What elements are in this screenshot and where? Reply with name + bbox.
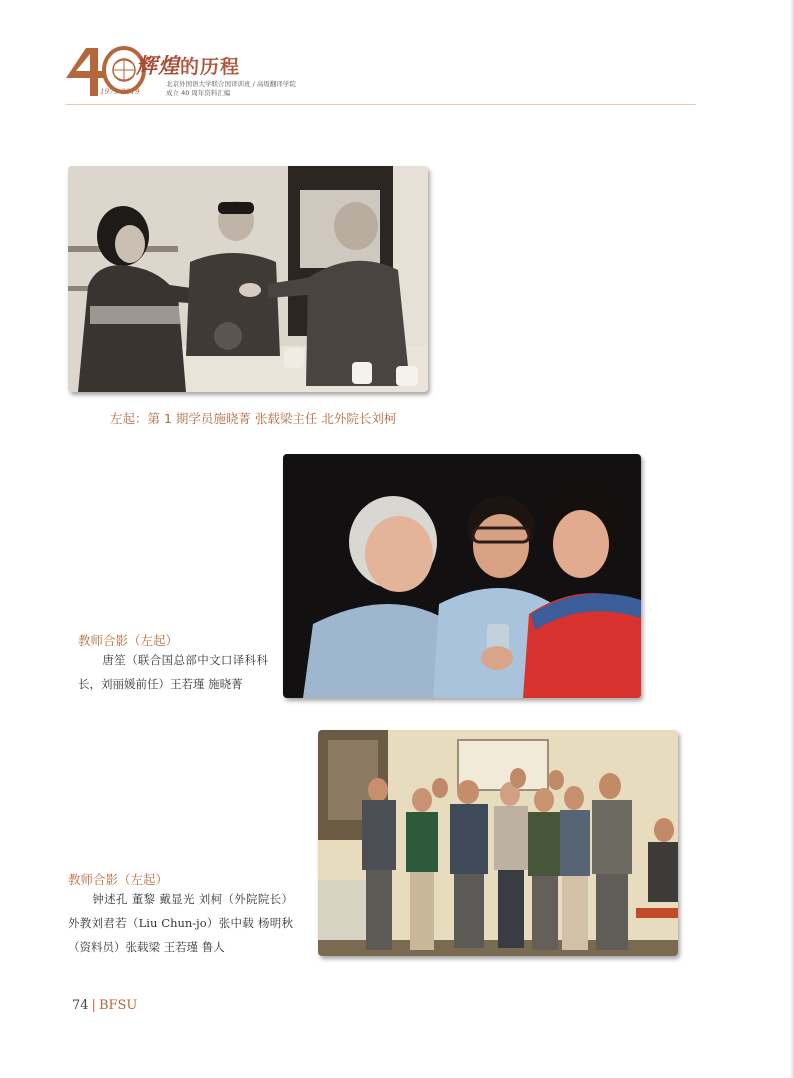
page-footer	[72, 998, 137, 1013]
photo-handshake-caption: 左起：第 1 期学员施晓菁 张载梁主任 北外院长刘柯	[110, 411, 397, 426]
header-title-brush: 辉煌	[136, 53, 180, 78]
photo-group-caption-text: 钟述孔 董黎 戴显光 刘柯（外院院长）外教刘君若（Liu Chun-jo）张中载 杨明秋（资料员）张载梁 王若瑾 鲁人	[68, 892, 293, 954]
page-edge-shadow	[790, 0, 794, 1078]
footer-separator: |	[91, 998, 96, 1013]
publication-name: BFSU	[98, 998, 138, 1013]
header-subtitle-line2: 成立 40 周年资料汇编	[166, 89, 231, 97]
page-header	[62, 44, 696, 106]
photo-three-women-caption-title: 教师合影（左起）	[78, 633, 179, 648]
header-title	[136, 50, 240, 80]
photo-three-women-caption-text: 唐笙（联合国总部中文口译科科长，刘丽媛前任）王若瑾 施晓菁	[78, 653, 268, 691]
header-title-rest: 的历程	[180, 56, 241, 78]
photo-group-caption-body	[68, 887, 293, 959]
photo-group	[318, 730, 678, 956]
photo-handshake	[68, 166, 428, 392]
photo-group-caption-title: 教师合影（左起）	[68, 872, 169, 887]
page-number: 74	[72, 998, 89, 1013]
photo-three-women-caption-body	[78, 648, 268, 696]
logo-years: 1979-2019	[100, 88, 140, 96]
header-divider	[66, 104, 696, 105]
header-subtitle-line1: 北京外国语大学联合国译训班 / 高级翻译学院	[166, 80, 296, 88]
photo-three-women	[283, 454, 641, 698]
header-subtitle	[166, 80, 296, 98]
